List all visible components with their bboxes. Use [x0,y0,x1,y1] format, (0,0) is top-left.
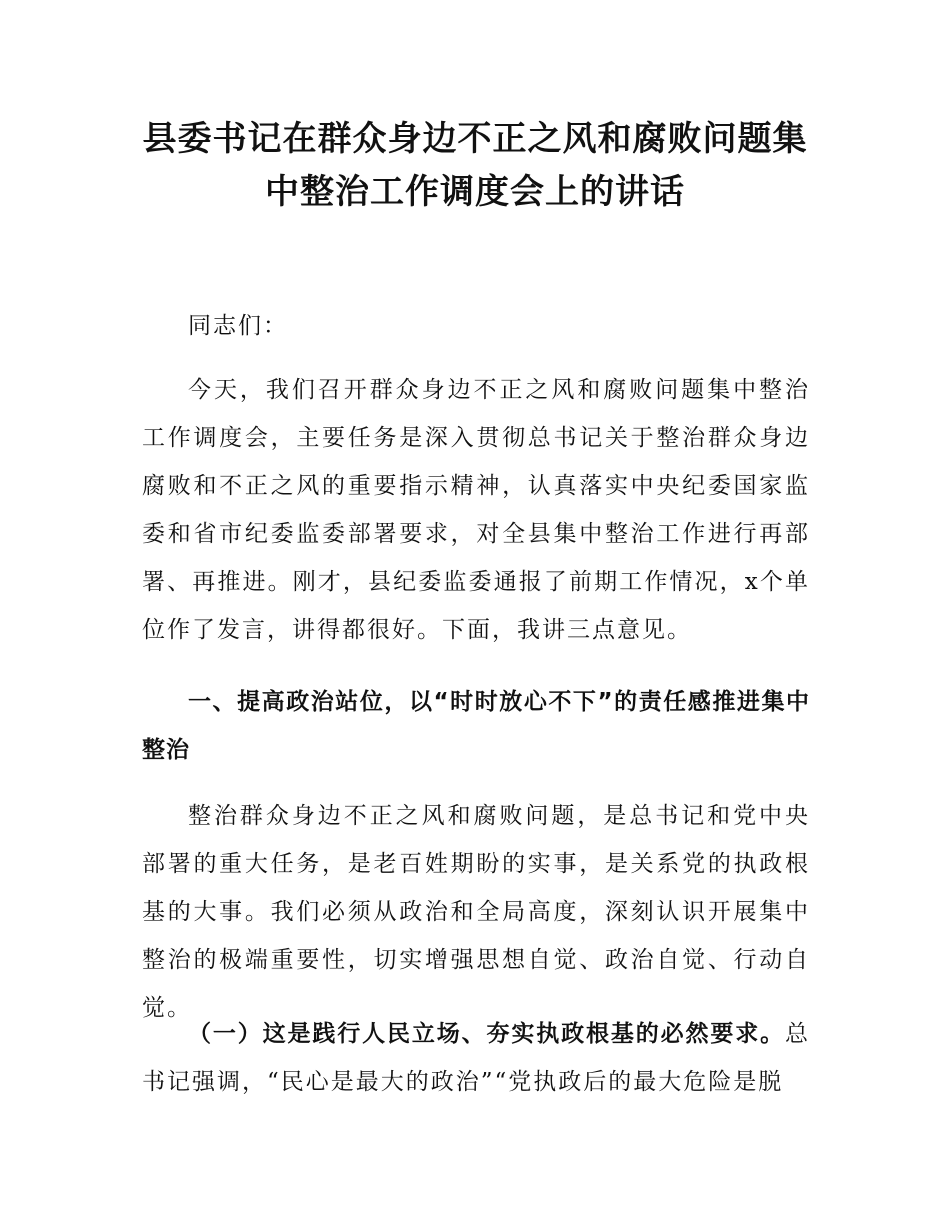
section-1-heading: 一、提高政治站位，以“时时放心不下”的责任感推进集中整治 [142,689,810,763]
greeting-paragraph: 同志们： [188,313,288,339]
subsection-1-paragraph [142,1010,810,1106]
document-title [100,113,850,219]
subsection-1-body: 总书记强调，“民心是最大的政治”“党执政后的最大危险是脱 [142,1021,810,1095]
title-line-1: 县委书记在群众身边不正之风和腐败问题集 [142,119,808,159]
intro-paragraph: 今天，我们召开群众身边不正之风和腐败问题集中整治工作调度会，主要任务是深入贯彻总书记关于整治群众身边腐败和不正之风的重要指示精神，认真落实中央纪委国家监委和省市纪委监委部署要求，对全县集中整治工作进行再部署、再推进。刚才，县纪委监委通报了前期工作情况，x个单位作了发言，讲得都很好。下面，我讲三点意见。 [142,377,810,643]
subsection-1-heading: （一）这是践行人民立场、夯实执政根基的必然要求。 [188,1021,785,1047]
section-1-paragraph: 整治群众身边不正之风和腐败问题，是总书记和党中央部署的重大任务，是老百姓期盼的实事，是关系党的执政根基的大事。我们必须从政治和全局高度，深刻认识开展集中整治的极端重要性，切实增强思想自觉、政治自觉、行动自觉。 [142,803,810,1021]
title-line-2: 中整治工作调度会上的讲话 [265,172,685,212]
